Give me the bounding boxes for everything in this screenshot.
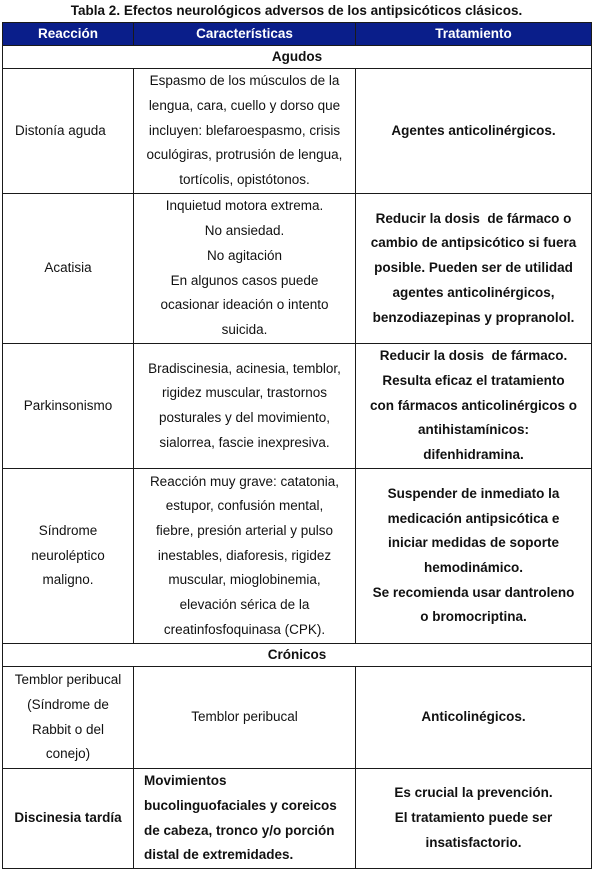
cell-line: distal de extremidades. [144, 847, 294, 863]
cell-line: posturales y del movimiento, [158, 410, 331, 425]
reaccion-cell [3, 69, 134, 194]
cell-line: rigidez muscular, trastornos [161, 385, 328, 401]
cell-line: Agentes anticolinérgicos. [391, 122, 556, 138]
reaccion-cell [3, 769, 134, 869]
cell-line: o bromocriptina. [420, 609, 527, 625]
header-caracteristicas: Características [134, 23, 356, 46]
caracteristicas-cell [134, 469, 356, 644]
cell-line: Reacción muy grave: catatonia, [149, 473, 340, 489]
table-row [3, 469, 592, 644]
header-reaccion: Reacción [3, 23, 134, 46]
cell-line: cambio de antipsicótico si fuera [370, 235, 577, 251]
section-row-agudos [3, 46, 592, 69]
reaccion-cell [3, 667, 134, 769]
cell-line: Rabbit o del [31, 721, 105, 737]
cell-line: Es crucial la prevención. [394, 785, 553, 801]
caracteristicas-cell [134, 769, 356, 869]
cell-line: No agitación [206, 247, 283, 263]
cell-line: muscular, mioglobinemia, [168, 572, 321, 588]
cell-line: creatinfosfoquinasa (CPK). [163, 621, 326, 637]
reaccion-cell [3, 344, 134, 469]
cell-line: Discinesia tardía [14, 810, 122, 826]
caracteristicas-cell [134, 194, 356, 344]
cell-line: Anticolinégicos. [421, 709, 526, 725]
header-row [3, 23, 592, 46]
caracteristicas-cell [134, 344, 356, 469]
cell-line: Parkinsonismo [23, 397, 113, 413]
reaccion-cell [3, 194, 134, 344]
cell-line: inestables, diaforesis, rigidez [157, 547, 332, 563]
tratamiento-cell [356, 469, 592, 644]
cell-line: Síndrome [38, 522, 98, 538]
cell-line: tortícolis, opistótonos. [179, 172, 310, 188]
cell-line: (Síndrome de [27, 696, 109, 712]
cell-line: antihistamínicos: [417, 422, 530, 438]
cell-line: Temblor peribucal [191, 709, 298, 725]
cell-line: incluyen: blefaroespasmo, crisis [148, 122, 341, 138]
section-label: Agudos [3, 46, 592, 69]
cell-line: posible. Pueden ser de utilidad [374, 260, 573, 276]
reaccion-cell [3, 469, 134, 644]
cell-line: maligno. [42, 572, 94, 588]
cell-line: neuroléptico [31, 547, 105, 563]
header-tratamiento: Tratamiento [356, 23, 592, 46]
cell-line: elevación sérica de la [179, 597, 310, 613]
table-row [3, 769, 592, 869]
cell-line: benzodiazepinas y propranolol. [372, 309, 575, 325]
tratamiento-cell [356, 344, 592, 469]
adverse-effects-table [2, 22, 592, 869]
cell-line: Resulta eficaz el tratamiento [382, 372, 565, 388]
cell-line: de cabeza, tronco y/o porción [144, 822, 335, 838]
cell-line: Se recomienda usar dantroleno [372, 584, 575, 600]
cell-line: medicación antipsicótica e [387, 510, 560, 526]
table-row [3, 667, 592, 769]
cell-line: No ansiedad. [204, 223, 285, 239]
tratamiento-cell [356, 69, 592, 194]
cell-line: agentes anticolinérgicos, [392, 284, 555, 300]
cell-line: Temblor peribucal [14, 672, 122, 688]
cell-line: Reducir la dosis de fármaco. [379, 348, 568, 364]
cell-line: iniciar medidas de soporte [387, 535, 560, 551]
cell-line: ocasionar ideación o intento [160, 297, 329, 313]
cell-line: bucolinguofaciales y coreicos [144, 797, 337, 813]
table-row [3, 69, 592, 194]
cell-line: estupor, confusión mental, [165, 498, 324, 514]
cell-line: oculógiras, protrusión de lengua, [146, 147, 343, 163]
caracteristicas-cell [134, 69, 356, 194]
cell-line: fiebre, presión arterial y pulso [155, 522, 334, 538]
cell-line: El tratamiento puede ser [394, 810, 553, 826]
cell-line: Espasmo de los músculos de la [149, 73, 340, 89]
cell-line: conejo) [45, 746, 91, 762]
cell-line: sialorrea, fascie inexpresiva. [159, 434, 330, 450]
cell-line: difenhidramina. [423, 447, 524, 463]
cell-line: Distonía aguda [15, 122, 106, 138]
table-row [3, 194, 592, 344]
cell-line: Suspender de inmediato la [387, 485, 560, 501]
cell-line: lengua, cara, cuello y dorso que [148, 97, 341, 113]
tratamiento-cell [356, 194, 592, 344]
table-title: Tabla 2. Efectos neurológicos adversos de los antipsicóticos clásicos. [70, 3, 523, 18]
cell-line: Bradiscinesia, acinesia, temblor, [148, 360, 341, 376]
cell-line: suicida. [221, 321, 268, 337]
cell-line: En algunos casos puede [170, 272, 319, 288]
table-row [3, 344, 592, 469]
caracteristicas-cell [134, 667, 356, 769]
cell-line: hemodinámico. [423, 560, 523, 575]
tratamiento-cell [356, 667, 592, 769]
cell-line: con fármacos anticolinérgicos o [369, 397, 578, 413]
cell-line: Movimientos [144, 773, 227, 789]
cell-line: insatisfactorio. [425, 834, 522, 850]
section-row-cronicos [3, 644, 592, 667]
section-label: Crónicos [3, 644, 592, 667]
tratamiento-cell [356, 769, 592, 869]
cell-line: Inquietud motora extrema. [165, 198, 324, 214]
cell-line: Acatisia [44, 260, 92, 276]
cell-line: Reducir la dosis de fármaco o [375, 210, 572, 226]
